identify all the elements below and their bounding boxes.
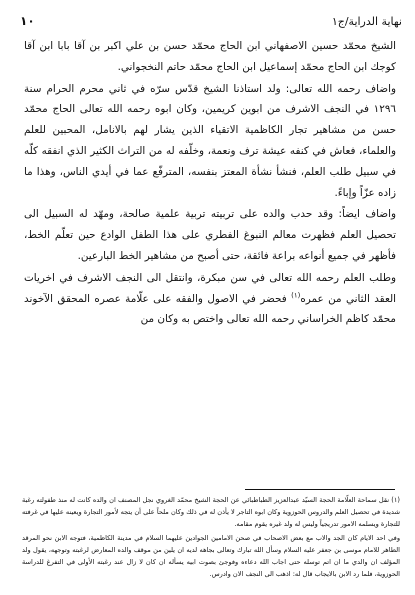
paragraph-studies-end: فحضر في الاصول والفقه على علّامة عصره المحقق الآخوند محمّد كاظم الخراساني رحمه الله تعالى واختص به وكان من (24, 292, 396, 326)
paragraph-studies (24, 268, 396, 330)
paragraph-upbringing: واضاف ايضاً: وقد حدب والده على تربيته تربية علمية صالحة، ومهّد له السبيل الى تحصيل العلم فظهرت معالم النبوغ الفطري على هذا الطفل الوادع حين تعلّم الخط، فأظهر في جميع أنواعه براعة فائقة، حتى أصبح من مشاهير الخط البارعين. (24, 208, 396, 262)
footnote-1-part-1: (١) نقل سماحة العلّامة الحجة السيّد عبدالعزيز الطباطبائي عن الحجة الشيخ محمّد الغروي نجل المصنف ان والده كانت له منذ طفولته رغبة شديدة في تحصيل العلم والدروس الحوزوية وكان ابوه التاجر لا يأذن له في ذلك وكان ملحاً على أن يتجه لأمور التجارة ويعينه عليها في غرفته للتجارة ويسلمه الامور تدريجياً وليس له ولد غيره يقوم مقامه. (22, 496, 400, 528)
running-title: نهاية الدراية/ج١ (331, 15, 402, 28)
page-number: ١٠ (20, 14, 35, 28)
footnote-separator (245, 489, 395, 490)
footnote-reference[interactable]: (١) (291, 291, 301, 300)
page-header (20, 6, 402, 28)
footnote-1-part-2: وفي احد الايام كان الجد والاب مع بعض الاصحاب في صحن الامامين الجوادين عليهما السلام في مدينة الكاظمية، فتوجه الابن نحو المرقد الطاهر للامام موسى بن جعفر عليه السلام وسأل الله تبارك وتعالى بجاهه لديه ان يلين من موقف والده المعارض لرغبته وتوجهه، يقول ولد المؤلف ان والدي ما ان اتم توسله حتى اجاب الله دعاءه وفوجئ بصوت ابيه يسأله ان كان لا زال عند رغبته الأولى في التفرغ للدراسة الحوزوية، فلما رد الابن بالايجاب قال له: اذهب الى النجف الان وادرس. (22, 534, 400, 578)
paragraph-lineage: الشيخ محمّد حسين الاصفهاني ابن الحاج محمّد حسن بن علي اكبر بن آقا بابا ابن آقا كوجك ابن الحاج محمّد إسماعيل ابن الحاج محمّد حاتم النخجواني. (24, 40, 396, 73)
paragraph-studies-start: وطلب العلم رحمه الله تعالى في سن مبكرة، وانتقل الى النجف الاشرف في اخريات العقد الثاني من عمره (24, 271, 397, 305)
paragraph-birth: واضاف رحمه الله تعالى: ولد استاذنا الشيخ قدّس سرّه في ثاني محرم الحرام سنة ١٢٩٦ في النجف الاشرف من ابوين كريمين، وكان ابوه رحمه الله تعالى الحاج محمّد حسن من مشاهير تجار الكاظمية الاتقياء الذين يشار لهم بالانامل، المحبين للعلم والعلماء، فعاش في كنفه عيشة ترف ونعمة، وخلّفه له من التراث الكثير الذي انفقه كلّه في سبيل طلب العلم، فنشأ نشأة المعتز بنفسه، المترفّع عما في أيدي الناس، وهذا ما زاده عزّاً وإباءً. (24, 82, 396, 199)
main-text (24, 36, 396, 330)
footnotes (22, 494, 400, 580)
